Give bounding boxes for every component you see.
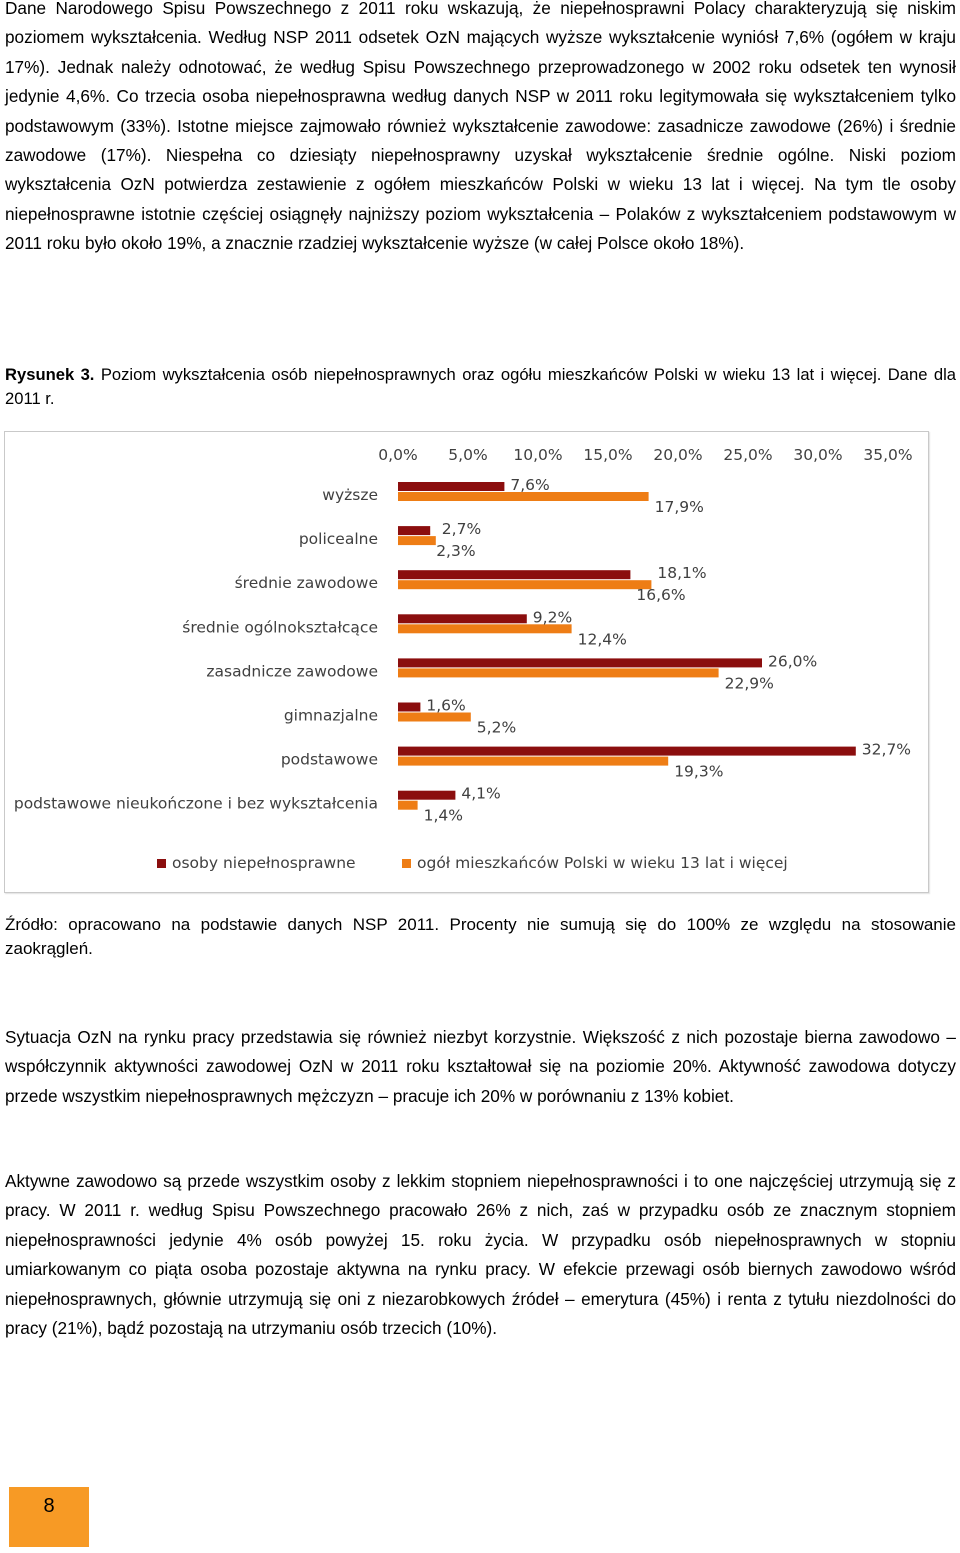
bar-disabled (398, 703, 420, 712)
category-label: gimnazjalne (283, 706, 378, 725)
category-label: średnie ogólnokształcące (182, 618, 378, 637)
bar-total (398, 757, 668, 766)
x-tick-label: 0,0% (378, 446, 418, 464)
data-label-total: 22,9% (724, 674, 774, 693)
x-tick-label: 35,0% (863, 446, 913, 464)
page-number: 8 (43, 1495, 55, 1517)
bar-total (398, 536, 436, 545)
education-chart (4, 431, 929, 893)
bar-total (398, 580, 651, 589)
x-tick-label: 20,0% (653, 446, 703, 464)
category-label: podstawowe (280, 750, 378, 769)
x-tick-label: 5,0% (448, 446, 488, 464)
education-chart-svg (5, 432, 930, 894)
figure-caption-text: Poziom wykształcenia osób niepełnosprawnych oraz ogółu mieszkańców Polski w wieku 13 lat i więcej. Dane dla 2011 r. (5, 365, 956, 408)
bar-total (398, 801, 418, 810)
category-label: średnie zawodowe (234, 574, 378, 593)
x-tick-label: 30,0% (793, 446, 843, 464)
bar-total (398, 668, 719, 677)
x-tick-label: 15,0% (583, 446, 633, 464)
data-label-disabled: 16,6% (636, 586, 686, 605)
data-label-disabled: 2,3% (436, 542, 476, 561)
data-label-disabled: 1,6% (426, 696, 466, 715)
figure-source: Źródło: opracowano na podstawie danych NSP 2011. Procenty nie sumują się do 100% ze względu na stosowanie zaokrągleń. (5, 915, 956, 958)
data-label-total: 17,9% (654, 498, 704, 516)
bar-disabled (398, 747, 856, 756)
data-label-disabled: 7,6% (510, 476, 550, 494)
bar-disabled (398, 570, 630, 579)
paragraph-activity: Aktywne zawodowo są przede wszystkim osoby z lekkim stopniem niepełnosprawności i to one najczęściej utrzymują się z pracy. W 2011 r. według Spisu Powszechnego pracowało 26% z nich, zaś w przypadku osób ze znacznym stopniem niepełnosprawności jedynie 4% osób powyżej 15. roku życia. W przypadku osób niepełnosprawnych w stopniu umiarkowanym co piąta osoba pozostaje aktywna na rynku pracy. W efekcie przewagi osób biernych zawodowo wśród niepełnosprawnych, głównie utrzymują się oni z niezarobkowych źródeł – emerytura (45%) i renta z tytułu niezdolności do pracy (21%), bądź pozostają na utrzymaniu osób trzecich (10%). (5, 1171, 956, 1339)
figure-caption-label: Rysunek 3. (5, 365, 95, 384)
data-label-disabled: 32,7% (861, 740, 912, 759)
data-label-total: 19,3% (674, 762, 724, 781)
category-label: policealne (298, 530, 378, 549)
category-label: zasadnicze zawodowe (206, 662, 378, 681)
category-label: podstawowe nieukończone i bez wykształcenia (13, 794, 378, 813)
data-label-disabled: 4,1% (461, 784, 501, 803)
data-label-total: 12,4% (577, 630, 627, 649)
figure-caption (5, 363, 956, 411)
paragraph-education: Dane Narodowego Spisu Powszechnego z 2011 roku wskazują, że niepełnosprawni Polacy charakteryzują się niskim poziomem wykształcenia. Według NSP 2011 odsetek OzN mających wyższe wykształcenie wyniósł 7,6% (ogółem w kraju 17%). Jednak należy odnotować, że według Spisu Powszechnego przeprowadzonego w 2002 roku odsetek ten wynosił jedynie 4,6%. Co trzecia osoba niepełnosprawna według danych NSP w 2011 roku legitymowała się wykształceniem tylko podstawowym (33%). Istotne miejsce zajmowało również wykształcenie zawodowe: zasadnicze zawodowe (26%) i średnie zawodowe (17%). Niespełna co dziesiąty niepełnosprawny uzyskał wykształcenie średnie ogólne. Niski poziom wykształcenia OzN potwierdza zestawienie z ogółem mieszkańców Polski w wieku 13 lat i więcej. Na tym tle osoby niepełnosprawne istotnie częściej osiągnęły najniższy poziom wykształcenia – Polaków z wykształceniem podstawowym w 2011 roku było około 19%, a znacznie rzadziej wykształcenie wyższe (w całej Polsce około 18%). (5, 0, 956, 254)
bar-disabled (398, 614, 527, 623)
data-label-total: 2,7% (441, 520, 482, 539)
bar-disabled (398, 526, 430, 535)
bar-disabled (398, 791, 455, 800)
data-label-disabled: 9,2% (532, 608, 573, 627)
data-label-total: 18,1% (657, 564, 707, 583)
category-label: wyższe (322, 486, 378, 504)
data-label-disabled: 26,0% (768, 652, 818, 671)
legend-swatch-total (402, 859, 411, 868)
bar-disabled (398, 482, 504, 491)
legend-label-total: ogół mieszkańców Polski w wieku 13 lat i więcej (417, 854, 788, 872)
page-number-box (9, 1487, 89, 1547)
paragraph-labour-market: Sytuacja OzN na rynku pracy przedstawia się również niezbyt korzystnie. Większość z nich pozostaje bierna zawodowo – współczynnik aktywności zawodowej OzN w 2011 roku kształtował się na poziomie 20%. Aktywność zawodowa dotyczy przede wszystkim niepełnosprawnych mężczyzn – pracuje ich 20% w porównaniu z 13% kobiet. (5, 1027, 956, 1106)
data-label-total: 1,4% (423, 806, 463, 825)
data-label-total: 5,2% (476, 718, 517, 737)
x-tick-label: 10,0% (513, 446, 563, 464)
x-tick-label: 25,0% (723, 446, 773, 464)
legend-label-disabled: osoby niepełnosprawne (172, 854, 356, 872)
legend-swatch-disabled (157, 859, 166, 868)
bar-disabled (398, 658, 762, 667)
